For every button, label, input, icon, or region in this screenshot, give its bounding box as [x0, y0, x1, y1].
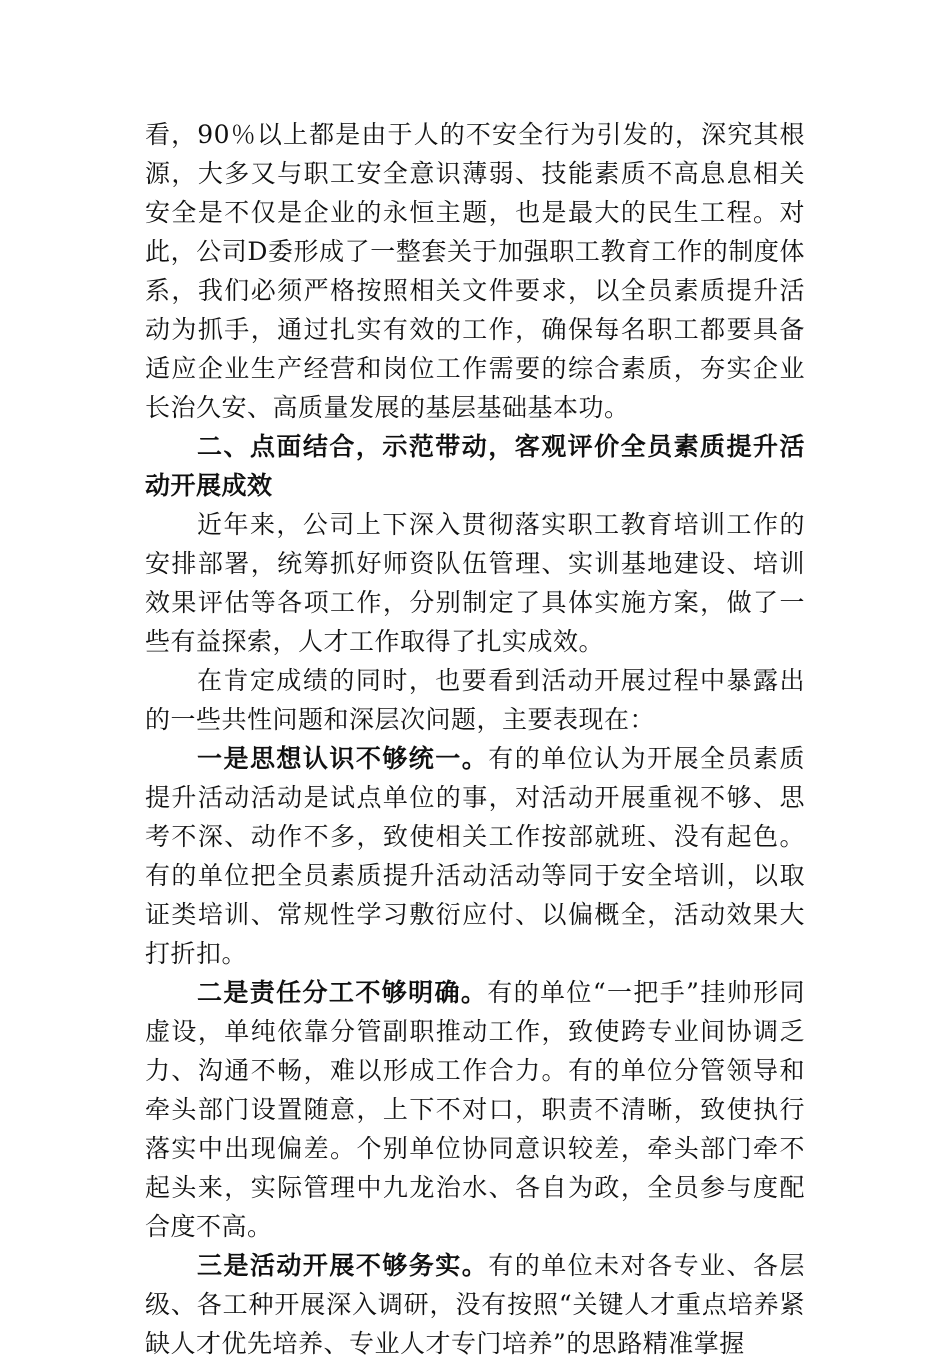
point-text: 有的单位认为开展全员素质提升活动活动是试点单位的事，对活动开展重视不够、思考不深、动作不多，致使相关工作按部就班、没有起色。有的单位把全员素质提升活动活动等同于安全培训，以取证类培训、常规性学习敷衍应付、以偏概全，活动效果大打折扣。: [145, 744, 805, 968]
section-heading: 二、点面结合，示范带动，客观评价全员素质提升活动开展成效: [145, 432, 805, 500]
paragraph-point-one: [145, 739, 805, 973]
point-text: 有的单位未对各专业、各层级、各工种开展深入调研，没有按照“关键人才重点培养紧缺人才优先培养、专业人才专门培养”的思路精准掌握: [145, 1251, 805, 1358]
point-text: 有的单位“一把手”挂帅形同虚设，单纯依靠分管副职推动工作，致使跨专业间协调乏力、沟通不畅，难以形成工作合力。有的单位分管领导和牵头部门设置随意，上下不对口，职责不清晰，致使执行落实中出现偏差。个别单位协同意识较差，牵头部门牵不起头来，实际管理中九龙治水、各自为政，全员参与度配合度不高。: [145, 978, 805, 1241]
point-lead: 二是责任分工不够明确。: [197, 978, 488, 1007]
point-lead: 三是活动开展不够务实。: [197, 1251, 489, 1280]
paragraph-point-three: [145, 1246, 805, 1363]
point-lead: 一是思想认识不够统一。: [197, 744, 489, 773]
document-body: [145, 115, 805, 1363]
paragraph-point-two: [145, 973, 805, 1246]
paragraph: 近年来，公司上下深入贯彻落实职工教育培训工作的安排部署，统筹抓好师资队伍管理、实训基地建设、培训效果评估等各项工作，分别制定了具体实施方案，做了一些有益探索，人才工作取得了扎实成效。: [145, 510, 805, 656]
paragraph-continued: 看，90％以上都是由于人的不安全行为引发的，深究其根源，大多又与职工安全意识薄弱、技能素质不高息息相关安全是不仅是企业的永恒主题，也是最大的民生工程。对此，公司D委形成了一整套关于加强职工教育工作的制度体系，我们必须严格按照相关文件要求，以全员素质提升活动为抓手，通过扎实有效的工作，确保每名职工都要具备适应企业生产经营和岗位工作需要的综合素质，夯实企业长治久安、高质量发展的基层基础基本功。: [145, 120, 805, 422]
paragraph: 在肯定成绩的同时，也要看到活动开展过程中暴露出的一些共性问题和深层次问题，主要表现在：: [145, 666, 805, 734]
